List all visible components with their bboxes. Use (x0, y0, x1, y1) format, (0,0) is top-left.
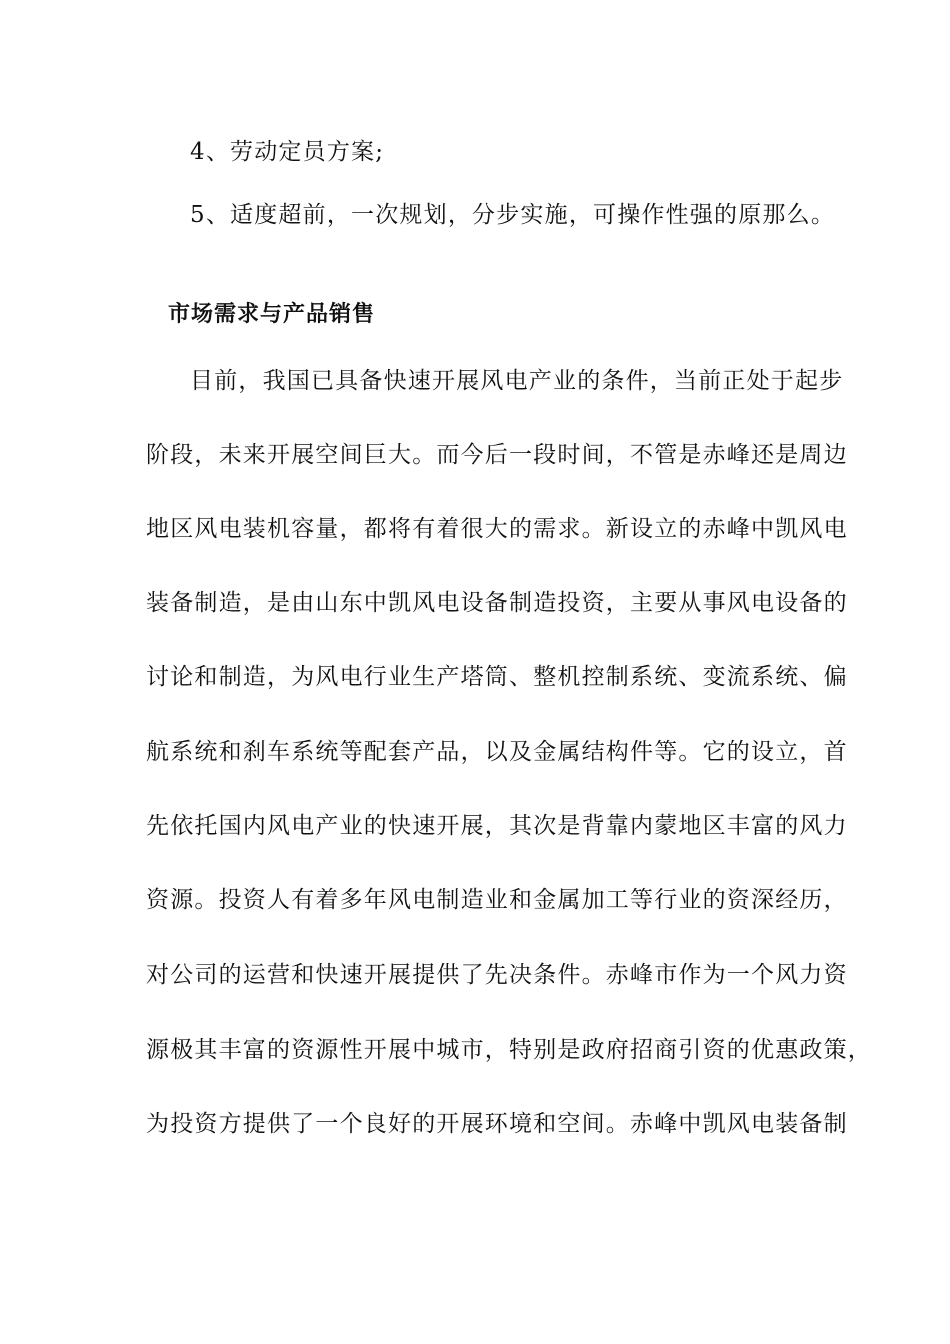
paragraph-line-5: 讨论和制造，为风电行业生产塔筒、整机控制系统、变流系统、偏 (146, 664, 848, 690)
paragraph-line-3: 地区风电装机容量，都将有着很大的需求。新设立的赤峰中凯风电 (146, 516, 848, 542)
paragraph-line-7: 先依托国内风电产业的快速开展，其次是背靠内蒙地区丰富的风力 (146, 813, 848, 839)
paragraph-line-11: 为投资方提供了一个良好的开展环境和空间。赤峰中凯风电装备制 (146, 1111, 848, 1137)
list-item-4: 4、劳动定员方案; (190, 139, 385, 165)
paragraph-line-2: 阶段，未来开展空间巨大。而今后一段时间，不管是赤峰还是周边 (146, 442, 848, 468)
paragraph-line-4: 装备制造，是由山东中凯风电设备制造投资，主要从事风电设备的 (146, 590, 848, 616)
section-heading: 市场需求与产品销售 (168, 302, 376, 327)
list-item-5: 5、适度超前，一次规划，分步实施，可操作性强的原那么。 (190, 202, 836, 228)
paragraph-line-8: 资源。投资人有着多年风电制造业和金属加工等行业的资深经历， (146, 887, 848, 913)
paragraph-line-9: 对公司的运营和快速开展提供了先决条件。赤峰市作为一个风力资 (146, 962, 848, 988)
paragraph-line-10: 源极其丰富的资源性开展中城市，特别是政府招商引资的优惠政策， (146, 1037, 872, 1063)
paragraph-line-6: 航系统和刹车系统等配套产品，以及金属结构件等。它的设立，首 (146, 739, 848, 765)
paragraph-line-1: 目前，我国已具备快速开展风电产业的条件，当前正处于起步 (190, 368, 844, 394)
